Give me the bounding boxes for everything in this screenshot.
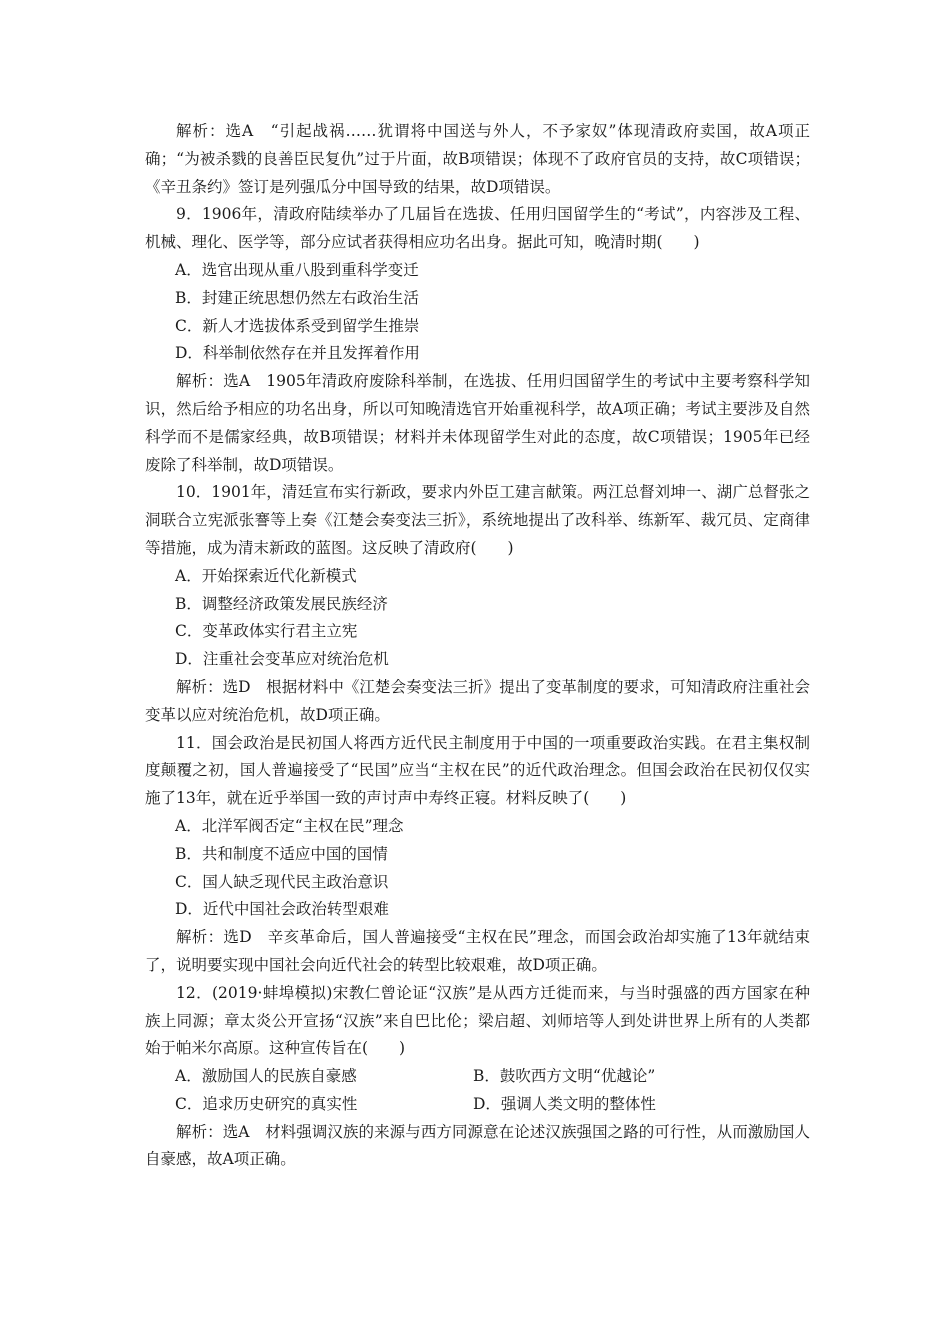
analysis-q8: 解析：选A “引起战祸……犹谓将中国送与外人，不予家奴”体现清政府卖国，故A项正确；“为被杀戮的良善臣民复仇”过于片面，故B项错误；体现不了政府官员的支持，故C项错误；《辛丑条约》签订是列强瓜分中国导致的结果，故D项错误。 — [145, 122, 810, 196]
analysis-q11: 解析：选D 辛亥革命后，国人普遍接受“主权在民”理念，而国会政治却实施了13年就结束了，说明要实现中国社会向近代社会的转型比较艰难，故D项正确。 — [145, 928, 810, 974]
q11-option-b: B．共和制度不适应中国的国情 — [175, 844, 388, 863]
question-9: 9．1906年，清政府陆续举办了几届旨在选拔、任用归国留学生的“考试”，内容涉及工程、机械、理化、医学等，部分应试者获得相应功名出身。据此可知，晚清时期( ) — [145, 205, 810, 252]
q9-option-d: D．科举制依然存在并且发挥着作用 — [175, 344, 420, 363]
q11-option-a: A．北洋军阀否定“主权在民”理念 — [175, 816, 404, 835]
q10-option-c: C．变革政体实行君主立宪 — [175, 622, 358, 641]
analysis-q10: 解析：选D 根据材料中《江楚会奏变法三折》提出了变革制度的要求，可知清政府注重社会变革以应对统治危机，故D项正确。 — [145, 677, 810, 724]
question-11: 11．国会政治是民初国人将西方近代民主制度用于中国的一项重要政治实践。在君主集权制度颠覆之初，国人普遍接受了“民国”应当“主权在民”的近代政治理念。但国会政治在民初仅仅实施了13年，就在近乎举国一致的声讨声中寿终正寝。材料反映了( ) — [145, 733, 810, 808]
q12-options-row-1 — [145, 1063, 810, 1091]
q9-option-c: C．新人才选拔体系受到留学生推崇 — [175, 316, 420, 335]
q9-option-a: A．选官出现从重八股到重科学变迁 — [175, 260, 419, 279]
q12-option-d: D．强调人类文明的整体性 — [473, 1094, 656, 1113]
question-10: 10．1901年，清廷宣布实行新政，要求内外臣工建言献策。两江总督刘坤一、湖广总督张之洞联合立宪派张謇等上奏《江楚会奏变法三折》，系统地提出了改科举、练新军、裁冗员、定商律等措施，成为清末新政的蓝图。这反映了清政府( ) — [145, 483, 810, 557]
q12-option-c: C．追求历史研究的真实性 — [175, 1094, 358, 1113]
q12-option-a: A．激励国人的民族自豪感 — [175, 1067, 357, 1086]
q11-option-c: C．国人缺乏现代民主政治意识 — [175, 872, 389, 891]
q10-option-a: A．开始探索近代化新模式 — [175, 566, 357, 585]
q9-option-b: B．封建正统思想仍然左右政治生活 — [175, 288, 419, 307]
q11-option-d: D．近代中国社会政治转型艰难 — [175, 900, 389, 919]
analysis-q12: 解析：选A 材料强调汉族的来源与西方同源意在论述汉族强国之路的可行性，从而激励国人自豪感，故A项正确。 — [145, 1122, 810, 1169]
analysis-q9: 解析：选A 1905年清政府废除科举制，在选拔、任用归国留学生的考试中主要考察科学知识，然后给予相应的功名出身，所以可知晚清选官开始重视科学，故A项正确；考试主要涉及自然科学而不是儒家经典，故B项错误；材料并未体现留学生对此的态度，故C项错误；1905年已经废除了科举制，故D项错误。 — [145, 372, 810, 474]
q10-option-d: D．注重社会变革应对统治危机 — [175, 650, 389, 669]
question-12: 12．(2019·蚌埠模拟)宋教仁曾论证“汉族”是从西方迁徙而来，与当时强盛的西方国家在种族上同源；章太炎公开宣扬“汉族”来自巴比伦；梁启超、刘师培等人到处讲世界上所有的人类都始于帕米尔高原。这种宣传旨在( ) — [145, 983, 810, 1058]
q12-option-b: B．鼓吹西方文明“优越论” — [473, 1067, 656, 1086]
document-page — [145, 118, 810, 1174]
q12-options-row-2 — [145, 1091, 810, 1119]
q10-option-b: B．调整经济政策发展民族经济 — [175, 594, 388, 613]
